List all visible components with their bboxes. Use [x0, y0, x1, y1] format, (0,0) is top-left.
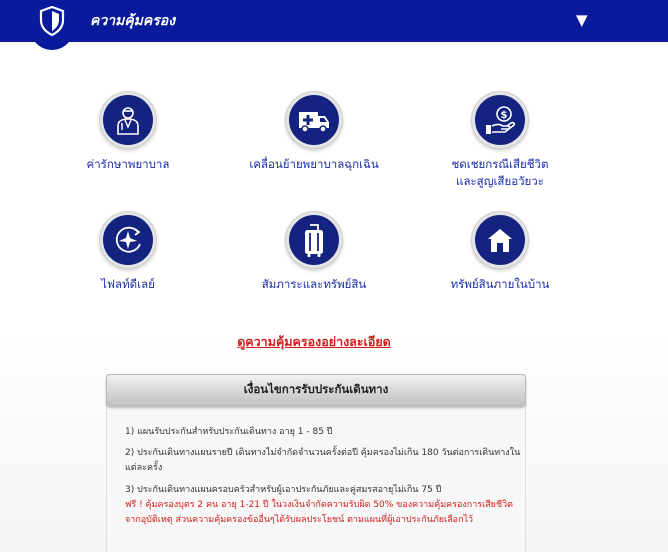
conditions-title[interactable]: เงื่อนไขการรับประกันเดินทาง	[106, 374, 526, 406]
coverage-label: ไฟลท์ดีเลย์	[101, 277, 155, 291]
house-icon	[472, 212, 528, 268]
coverage-item-medical[interactable]	[28, 92, 228, 173]
header-bar	[0, 0, 668, 42]
coverage-item-baggage[interactable]	[214, 212, 414, 293]
coverage-item-death-dismemberment[interactable]	[400, 92, 600, 189]
condition-item: 2) ประกันเดินทางแผนรายปี เดินทางไม่จำกัดจำนวนครั้งต่อปี คุ้มครองไม่เกิน 180 วันต่อการเดินทางในแต่ละครั้ง	[125, 448, 521, 473]
chevron-down-icon[interactable]: ▼	[576, 11, 588, 29]
coverage-item-flight-delay[interactable]	[28, 212, 228, 293]
plane-clock-icon	[100, 212, 156, 268]
hand-coin-icon	[472, 92, 528, 148]
coverage-label: ชดเชยกรณีเสียชีวิต และสูญเสียอวัยวะ	[451, 157, 549, 188]
condition-item: 3) ประกันเดินทางแผนครอบครัวสำหรับผู้เอาประกันภัยและคู่สมรสอายุไม่เกิน 75 ปี	[125, 485, 442, 495]
coverage-item-home-contents[interactable]	[400, 212, 600, 293]
coverage-label: สัมภาระและทรัพย์สิน	[261, 277, 367, 291]
coverage-label: เคลื่อนย้ายพยาบาลฉุกเฉิน	[249, 157, 379, 171]
conditions-panel	[106, 374, 526, 552]
shield-badge	[30, 0, 74, 50]
coverage-detail-link[interactable]: ดูความคุ้มครองอย่างละเอียด	[237, 334, 391, 349]
page-title: ความคุ้มครอง	[90, 13, 176, 29]
doctor-icon	[100, 92, 156, 148]
ambulance-icon	[286, 92, 342, 148]
luggage-icon	[286, 212, 342, 268]
coverage-label: ค่ารักษาพยาบาล	[86, 157, 170, 171]
shield-icon	[39, 6, 65, 40]
svg-text:$: $	[500, 110, 508, 121]
coverage-label: ทรัพย์สินภายในบ้าน	[450, 277, 550, 291]
condition-item: 1) แผนรับประกันสำหรับประกันเดินทาง อายุ 1 - 85 ปี	[125, 427, 333, 437]
free-children-note: ฟรี ! คุ้มครองบุตร 2 คน อายุ 1-21 ปี ในวงเงินจำกัดความรับผิด 50% ของความคุ้มครองการเสียชีวิตจากอุบัติเหตุ ส่วนความคุ้มครองข้ออื่นๆได้รับผลประโยชน์ ตามแผนที่ผู้เอาประกันภัยเลือกไว้	[125, 500, 513, 525]
coverage-item-evacuation[interactable]	[214, 92, 414, 173]
